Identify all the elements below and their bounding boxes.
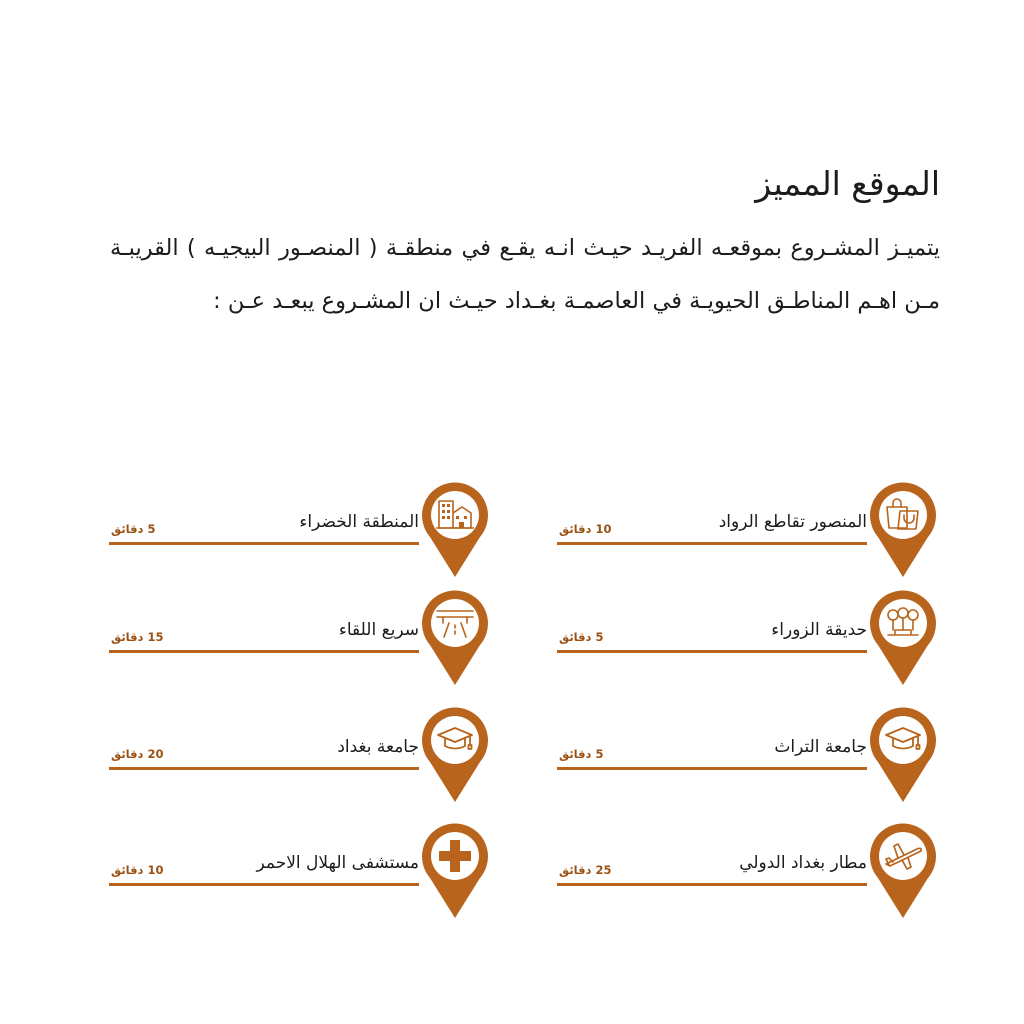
travel-time: 10 دقائق <box>111 863 164 877</box>
location-item-green-zone <box>109 482 489 582</box>
location-name: جامعة بغداد <box>337 737 419 757</box>
buildings-icon <box>422 482 488 578</box>
location-name: مطار بغداد الدولي <box>739 853 867 873</box>
divider-line <box>557 883 867 886</box>
graduation-cap-icon <box>422 707 488 803</box>
travel-time: 15 دقائق <box>111 630 164 644</box>
location-item-highway <box>109 590 489 690</box>
divider-line <box>557 542 867 545</box>
travel-time: 5 دقائق <box>559 747 604 761</box>
location-name: مستشفى الهلال الاحمر <box>256 853 419 873</box>
location-item-turath-university <box>557 707 937 807</box>
location-item-red-crescent-hospital <box>109 823 489 923</box>
location-item-zawraa-park <box>557 590 937 690</box>
travel-time: 25 دقائق <box>559 863 612 877</box>
park-trees-icon <box>870 590 936 686</box>
location-item-airport <box>557 823 937 923</box>
travel-time: 20 دقائق <box>111 747 164 761</box>
location-name: جامعة التراث <box>774 737 867 757</box>
location-item-mansour <box>557 482 937 582</box>
shopping-bags-icon <box>870 482 936 578</box>
travel-time: 5 دقائق <box>111 522 156 536</box>
location-name: المنصور تقاطع الرواد <box>718 512 867 532</box>
divider-line <box>109 767 419 770</box>
highway-icon <box>422 590 488 686</box>
location-name: المنطقة الخضراء <box>299 512 419 532</box>
divider-line <box>109 883 419 886</box>
travel-time: 10 دقائق <box>559 522 612 536</box>
divider-line <box>557 767 867 770</box>
section-title: الموقع المميز <box>755 164 940 203</box>
location-name: حديقة الزوراء <box>771 620 867 640</box>
airplane-icon <box>870 823 936 919</box>
travel-time: 5 دقائق <box>559 630 604 644</box>
medical-cross-icon <box>422 823 488 919</box>
location-item-baghdad-university <box>109 707 489 807</box>
graduation-cap-icon <box>870 707 936 803</box>
location-name: سريع اللقاء <box>338 620 419 640</box>
divider-line <box>557 650 867 653</box>
intro-paragraph: يتميـز المشـروع بموقعـه الفريـد حيـث انـه يقـع في منطقـة ( المنصـور البيجيـه ) القريبـة مـن اهـم المناطـق الحيويـة في العاصمـة بغـداد حيـث ان المشـروع يبعـد عـن : <box>110 235 940 314</box>
divider-line <box>109 650 419 653</box>
divider-line <box>109 542 419 545</box>
